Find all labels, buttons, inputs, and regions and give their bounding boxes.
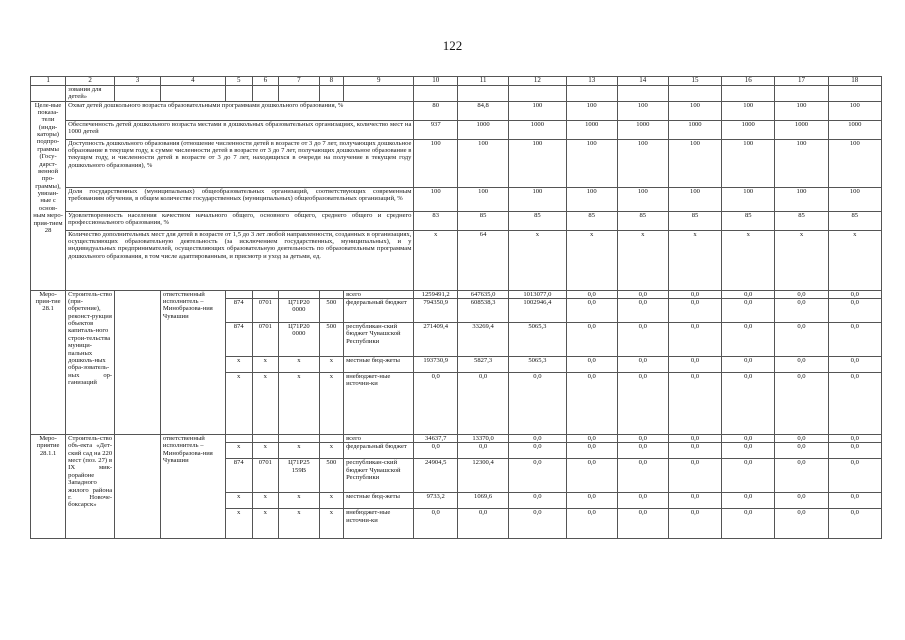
funding-value: 0,0 — [668, 443, 721, 459]
funding-source: федеральный бюджет — [344, 298, 414, 322]
indicator-value: 100 — [828, 187, 881, 211]
measure-name: Строитель-ство объ-екта «Дет-ский сад на 220 мест (поз. 27) в IX мик-рорайоне Западного жилого района г. Новоче-боксарск» — [66, 434, 115, 538]
budget-code-target — [279, 290, 319, 298]
funding-value: 0,0 — [566, 509, 617, 539]
funding-source: внебюджет-ные источни-ки — [344, 509, 414, 539]
budget-code-section: x — [252, 372, 279, 434]
budget-code-type: 500 — [319, 459, 343, 493]
budget-code-type: 500 — [319, 322, 343, 356]
header-cell: 1 — [31, 77, 66, 86]
header-cell: 18 — [828, 77, 881, 86]
indicator-value: x — [566, 230, 617, 290]
funding-source: республикан-ский бюджет Чувашской Республики — [344, 459, 414, 493]
budget-code-type: x — [319, 372, 343, 434]
indicator-value: 1000 — [458, 120, 509, 139]
indicator-value: 100 — [566, 187, 617, 211]
funding-value: 1013077,0 — [509, 290, 567, 298]
funding-value: 0,0 — [566, 290, 617, 298]
header-cell: 7 — [279, 77, 319, 86]
funding-value: 0,0 — [722, 493, 775, 509]
funding-value: 0,0 — [509, 493, 567, 509]
budget-code-grbs — [225, 290, 252, 298]
continuation-text: зования для детей» — [66, 85, 115, 101]
funding-value: 0,0 — [566, 434, 617, 442]
header-cell: 12 — [509, 77, 567, 86]
funding-value: 9733,2 — [414, 493, 458, 509]
funding-value: 5827,3 — [458, 356, 509, 372]
funding-value: 0,0 — [566, 298, 617, 322]
funding-value: 0,0 — [668, 509, 721, 539]
empty-cell — [252, 85, 279, 101]
empty-cell — [509, 85, 567, 101]
funding-value: 0,0 — [566, 493, 617, 509]
header-cell: 8 — [319, 77, 343, 86]
funding-value: 0,0 — [775, 493, 828, 509]
budget-code-target: x — [279, 443, 319, 459]
funding-value: 193730,9 — [414, 356, 458, 372]
funding-value: 0,0 — [775, 509, 828, 539]
header-cell: 14 — [617, 77, 668, 86]
measure-name: Строитель-ство (при-обретение), реконст-рукция объектов капиталь-ного строи-тельства муници-пальных дошколь-ных обра-зователь-ных ор-ганизаций — [66, 290, 115, 434]
indicator-row — [31, 139, 882, 187]
funding-value: 0,0 — [414, 443, 458, 459]
funding-value: 0,0 — [668, 290, 721, 298]
header-cell: 16 — [722, 77, 775, 86]
funding-value: 0,0 — [617, 356, 668, 372]
funding-value: 0,0 — [775, 322, 828, 356]
indicator-value: x — [668, 230, 721, 290]
indicator-value: 100 — [775, 139, 828, 187]
funding-value: 0,0 — [668, 322, 721, 356]
indicator-value: x — [722, 230, 775, 290]
empty-cell — [668, 85, 721, 101]
page-number: 122 — [442, 38, 463, 53]
budget-code-type: x — [319, 493, 343, 509]
funding-value: 0,0 — [828, 443, 881, 459]
header-cell: 9 — [344, 77, 414, 86]
budget-code-target: Ц71Р25 159В — [279, 459, 319, 493]
budget-code-type: x — [319, 356, 343, 372]
indicator-value: 83 — [414, 211, 458, 230]
budget-code-target: Ц71Р20 0000 — [279, 322, 319, 356]
indicator-value: 85 — [458, 211, 509, 230]
funding-source: внебюджет-ные источни-ки — [344, 372, 414, 434]
funding-value: 0,0 — [722, 443, 775, 459]
indicator-value: 1000 — [668, 120, 721, 139]
indicator-text: Охват детей дошкольного возраста образовательными программами дошкольного образования, % — [66, 101, 414, 120]
empty-cell — [775, 85, 828, 101]
indicator-value: 64 — [458, 230, 509, 290]
empty-cell — [225, 85, 252, 101]
empty-cell — [115, 290, 161, 434]
indicator-value: x — [617, 230, 668, 290]
header-cell: 17 — [775, 77, 828, 86]
funding-value: 0,0 — [775, 356, 828, 372]
indicator-value: 100 — [617, 101, 668, 120]
budget-code-section: 0701 — [252, 298, 279, 322]
indicator-text: Обеспеченность детей дошкольного возраста местами в дошкольных образовательных организациях, количество мест на 1000 детей — [66, 120, 414, 139]
empty-cell — [458, 85, 509, 101]
funding-value: 0,0 — [617, 434, 668, 442]
indicator-value: 1000 — [617, 120, 668, 139]
indicator-value: 100 — [775, 187, 828, 211]
indicator-value: 100 — [617, 187, 668, 211]
funding-value: 33269,4 — [458, 322, 509, 356]
indicator-value: 85 — [668, 211, 721, 230]
funding-value: 5065,3 — [509, 322, 567, 356]
funding-value: 0,0 — [722, 356, 775, 372]
indicator-value: 1000 — [828, 120, 881, 139]
empty-cell — [617, 85, 668, 101]
budget-code-target: x — [279, 509, 319, 539]
funding-value: 0,0 — [775, 298, 828, 322]
funding-value: 0,0 — [722, 290, 775, 298]
header-cell: 13 — [566, 77, 617, 86]
funding-value: 0,0 — [775, 434, 828, 442]
budget-code-grbs: 874 — [225, 459, 252, 493]
funding-value: 0,0 — [722, 434, 775, 442]
funding-value: 0,0 — [828, 459, 881, 493]
budget-code-type: x — [319, 443, 343, 459]
funding-value: 0,0 — [668, 434, 721, 442]
funding-value: 13370,0 — [458, 434, 509, 442]
funding-value: 0,0 — [458, 509, 509, 539]
funding-value: 0,0 — [775, 459, 828, 493]
indicator-value: 100 — [458, 139, 509, 187]
indicator-row — [31, 120, 882, 139]
funding-value: 0,0 — [775, 372, 828, 434]
funding-value: 1002946,4 — [509, 298, 567, 322]
funding-value: 0,0 — [828, 372, 881, 434]
funding-value: 0,0 — [566, 322, 617, 356]
funding-value: 0,0 — [668, 356, 721, 372]
funding-value: 0,0 — [668, 493, 721, 509]
funding-value: 0,0 — [722, 509, 775, 539]
indicator-value: 84,8 — [458, 101, 509, 120]
indicator-value: 100 — [509, 139, 567, 187]
empty-cell — [279, 85, 319, 101]
indicator-value: 100 — [414, 139, 458, 187]
indicator-row — [31, 211, 882, 230]
indicator-value: 1000 — [775, 120, 828, 139]
funding-value: 0,0 — [509, 509, 567, 539]
funding-value: 647635,0 — [458, 290, 509, 298]
budget-code-grbs: x — [225, 443, 252, 459]
budget-code-grbs: x — [225, 372, 252, 434]
funding-value: 0,0 — [566, 443, 617, 459]
budget-code-type: x — [319, 509, 343, 539]
funding-value: 5065,3 — [509, 356, 567, 372]
budget-code-grbs — [225, 434, 252, 442]
funding-value: 0,0 — [617, 298, 668, 322]
indicator-value: 100 — [509, 101, 567, 120]
indicator-value: 1000 — [566, 120, 617, 139]
funding-value: 0,0 — [668, 459, 721, 493]
indicator-text: Доступность дошкольного образования (отношение численности детей в возрасте от 3 до 7 лет, получающих дошкольное образование в текущем году, к сумме численности детей в возрасте от 3 до 7 лет, получающих дошкольное образование в текущем году, и численности детей в возрасте от 3 до 7 лет, находящихся в очереди на получение в текущем году дошкольного образования), % — [66, 139, 414, 187]
measure-row — [31, 290, 882, 298]
funding-source: республикан-ский бюджет Чувашской Республики — [344, 322, 414, 356]
funding-value: 1259491,2 — [414, 290, 458, 298]
budget-code-target: Ц71Р20 0000 — [279, 298, 319, 322]
indicator-value: 80 — [414, 101, 458, 120]
funding-value: 0,0 — [566, 356, 617, 372]
funding-value: 0,0 — [509, 459, 567, 493]
indicator-value: 85 — [775, 211, 828, 230]
funding-value: 0,0 — [617, 493, 668, 509]
indicator-value: 100 — [722, 187, 775, 211]
header-row — [31, 77, 882, 86]
funding-value: 12300,4 — [458, 459, 509, 493]
budget-code-section — [252, 290, 279, 298]
funding-value: 0,0 — [668, 372, 721, 434]
budget-code-section: x — [252, 493, 279, 509]
funding-value: 0,0 — [617, 322, 668, 356]
funding-value: 0,0 — [828, 298, 881, 322]
budget-code-target: x — [279, 493, 319, 509]
measure-label: Меро-прия-тие 28.1 — [31, 290, 66, 434]
budget-code-type — [319, 434, 343, 442]
funding-value: 0,0 — [722, 298, 775, 322]
budget-code-target — [279, 434, 319, 442]
funding-value: 0,0 — [722, 459, 775, 493]
funding-value: 0,0 — [509, 434, 567, 442]
funding-value: 0,0 — [458, 372, 509, 434]
indicator-text: Количество дополнительных мест для детей в возрасте от 1,5 до 3 лет любой направленности, созданных в организациях, осуществляющих образовательную деятельность (за исключением государственных, муниципальных), и у индивидуальных предпринимателей, осуществляющих образовательную деятельность по образовательным программам дошкольного образования, в том числе адаптированным, и присмотр и уход за детьми, ед. — [66, 230, 414, 290]
program-table — [30, 76, 882, 539]
budget-code-grbs: x — [225, 509, 252, 539]
funding-value: 0,0 — [617, 443, 668, 459]
funding-value: 0,0 — [722, 372, 775, 434]
indicator-value: 100 — [509, 187, 567, 211]
header-cell: 2 — [66, 77, 115, 86]
empty-cell — [319, 85, 343, 101]
funding-value: 1069,6 — [458, 493, 509, 509]
budget-code-grbs: x — [225, 493, 252, 509]
indicator-value: 85 — [722, 211, 775, 230]
budget-code-section: x — [252, 509, 279, 539]
budget-code-grbs: x — [225, 356, 252, 372]
empty-cell — [115, 85, 161, 101]
empty-cell — [566, 85, 617, 101]
funding-value: 0,0 — [509, 443, 567, 459]
funding-value: 0,0 — [566, 372, 617, 434]
funding-value: 24904,5 — [414, 459, 458, 493]
funding-value: 0,0 — [509, 372, 567, 434]
measure-executor: ответственный исполнитель – Минобразова-ния Чувашии — [160, 290, 225, 434]
empty-cell — [31, 85, 66, 101]
header-cell: 3 — [115, 77, 161, 86]
indicator-value: 100 — [722, 139, 775, 187]
indicator-value: 1000 — [722, 120, 775, 139]
funding-value: 0,0 — [722, 322, 775, 356]
indicator-value: 100 — [617, 139, 668, 187]
budget-code-section: x — [252, 443, 279, 459]
empty-cell — [414, 85, 458, 101]
indicator-value: 100 — [668, 101, 721, 120]
budget-code-section: 0701 — [252, 459, 279, 493]
empty-cell — [115, 434, 161, 538]
funding-value: 0,0 — [828, 509, 881, 539]
continuation-row — [31, 85, 882, 101]
funding-source: местные бюд-жеты — [344, 493, 414, 509]
funding-value: 0,0 — [617, 459, 668, 493]
budget-code-grbs: 874 — [225, 322, 252, 356]
indicator-value: 100 — [566, 101, 617, 120]
empty-cell — [722, 85, 775, 101]
budget-code-grbs: 874 — [225, 298, 252, 322]
indicator-value: 100 — [828, 139, 881, 187]
indicators-label: Целе-вые показа-тели (инди-каторы) подпро-граммы (Госу-дарст-венной про-граммы), увязан-ные с основ-ным меро-прия-тием 28 — [31, 101, 66, 290]
indicator-text: Доля государственных (муниципальных) общеобразовательных организаций, соответствующих современным требованиям обучения, в общем количестве государственных (муниципальных) общеобразовательных организаций, % — [66, 187, 414, 211]
funding-value: 34637,7 — [414, 434, 458, 442]
funding-value: 0,0 — [458, 443, 509, 459]
header-cell: 11 — [458, 77, 509, 86]
budget-code-type — [319, 290, 343, 298]
indicator-row — [31, 230, 882, 290]
measure-row — [31, 434, 882, 442]
funding-value: 0,0 — [775, 443, 828, 459]
header-cell: 4 — [160, 77, 225, 86]
funding-value: 794350,9 — [414, 298, 458, 322]
indicator-value: 100 — [668, 139, 721, 187]
indicator-value: 85 — [509, 211, 567, 230]
funding-source: местные бюд-жеты — [344, 356, 414, 372]
funding-value: 0,0 — [828, 434, 881, 442]
funding-source: федеральный бюджет — [344, 443, 414, 459]
empty-cell — [828, 85, 881, 101]
funding-value: 0,0 — [828, 290, 881, 298]
indicator-value: 100 — [458, 187, 509, 211]
indicator-value: 85 — [566, 211, 617, 230]
indicator-row — [31, 101, 882, 120]
funding-source: всего — [344, 434, 414, 442]
empty-cell — [344, 85, 414, 101]
header-cell: 6 — [252, 77, 279, 86]
funding-value: 608538,3 — [458, 298, 509, 322]
funding-value: 0,0 — [828, 356, 881, 372]
header-cell: 10 — [414, 77, 458, 86]
indicator-value: 100 — [668, 187, 721, 211]
indicator-value: 100 — [828, 101, 881, 120]
header-cell: 5 — [225, 77, 252, 86]
budget-code-section: 0701 — [252, 322, 279, 356]
indicator-value: 85 — [828, 211, 881, 230]
header-cell: 15 — [668, 77, 721, 86]
funding-source: всего — [344, 290, 414, 298]
funding-value: 0,0 — [414, 372, 458, 434]
indicator-value: 100 — [566, 139, 617, 187]
funding-value: 0,0 — [668, 298, 721, 322]
budget-code-type: 500 — [319, 298, 343, 322]
indicator-text: Удовлетворенность населения качеством начального общего, основного общего, среднего общего и среднего профессионального образования, % — [66, 211, 414, 230]
funding-value: 0,0 — [617, 290, 668, 298]
empty-cell — [160, 85, 225, 101]
indicator-value: 100 — [722, 101, 775, 120]
indicator-value: 100 — [414, 187, 458, 211]
indicator-value: 937 — [414, 120, 458, 139]
indicator-value: x — [414, 230, 458, 290]
budget-code-target: x — [279, 356, 319, 372]
indicator-value: 1000 — [509, 120, 567, 139]
funding-value: 0,0 — [617, 509, 668, 539]
indicator-value: x — [509, 230, 567, 290]
indicator-value: x — [828, 230, 881, 290]
measure-executor: ответственный исполнитель – Минобразова-ния Чувашии — [160, 434, 225, 538]
indicator-value: x — [775, 230, 828, 290]
budget-code-section — [252, 434, 279, 442]
funding-value: 0,0 — [828, 322, 881, 356]
indicator-row — [31, 187, 882, 211]
funding-value: 0,0 — [414, 509, 458, 539]
budget-code-target: x — [279, 372, 319, 434]
funding-value: 0,0 — [775, 290, 828, 298]
budget-code-section: x — [252, 356, 279, 372]
funding-value: 0,0 — [566, 459, 617, 493]
indicator-value: 85 — [617, 211, 668, 230]
indicator-value: 100 — [775, 101, 828, 120]
funding-value: 271409,4 — [414, 322, 458, 356]
funding-value: 0,0 — [828, 493, 881, 509]
funding-value: 0,0 — [617, 372, 668, 434]
measure-label: Меро-приятие 28.1.1 — [31, 434, 66, 538]
